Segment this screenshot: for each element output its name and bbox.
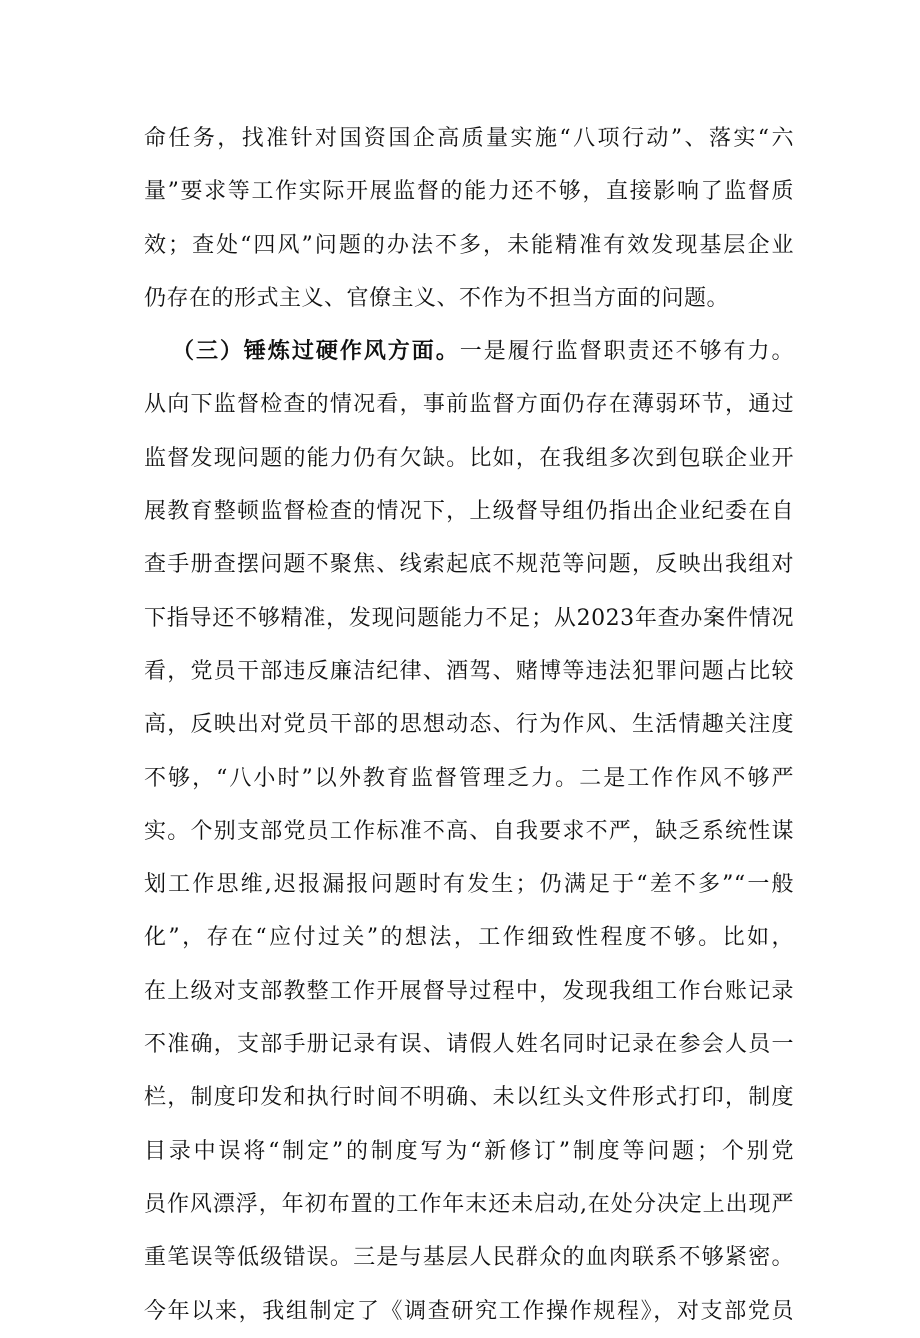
section-first-line-text: 一是履行监督职责还不够有力。 — [459, 339, 794, 365]
paragraph-line: 不够，“八小时”以外教育监督管理乏力。二是工作作风不够严 — [144, 765, 794, 791]
paragraph-line: 下指导还不够精准，发现问题能力不足；从2023年查办案件情况 — [144, 605, 794, 631]
paragraph-line: 实。个别支部党员工作标准不高、自我要求不严，缺乏系统性谋 — [144, 818, 794, 844]
paragraph-line: 化”，存在“应付过关”的想法，工作细致性程度不够。比如， — [144, 925, 794, 951]
paragraph-line: 员作风漂浮，年初布置的工作年末还未启动,在处分决定上出现严 — [144, 1191, 794, 1217]
paragraph-line: 重笔误等低级错误。三是与基层人民群众的血肉联系不够紧密。 — [144, 1245, 794, 1271]
paragraph-line: 高，反映出对党员干部的思想动态、行为作风、生活情趣关注度 — [144, 712, 794, 738]
section-first-line — [144, 325, 794, 378]
paragraph-line: 看，党员干部违反廉洁纪律、酒驾、赌博等违法犯罪问题占比较 — [144, 658, 794, 684]
paragraph-line: 栏，制度印发和执行时间不明确、未以红头文件形式打印，制度 — [144, 1085, 794, 1111]
paragraph-line: 划工作思维,迟报漏报问题时有发生；仍满足于“差不多”“一般 — [144, 872, 794, 898]
paragraph-line: 展教育整顿监督检查的情况下，上级督导组仍指出企业纪委在自 — [144, 499, 794, 525]
paragraph-line: 效；查处“四风”问题的办法不多，未能精准有效发现基层企业 — [144, 232, 794, 258]
paragraph-line: 从向下监督检查的情况看，事前监督方面仍存在薄弱环节，通过 — [144, 392, 794, 418]
section-heading: （三）锤炼过硬作风方面。 — [172, 338, 460, 365]
paragraph-line: 不准确，支部手册记录有误、请假人姓名同时记录在参会人员一 — [144, 1032, 794, 1058]
paragraph-line: 在上级对支部教整工作开展督导过程中，发现我组工作台账记录 — [144, 978, 794, 1004]
paragraph-line: 查手册查摆问题不聚焦、线索起底不规范等问题，反映出我组对 — [144, 552, 794, 578]
paragraph-line: 监督发现问题的能力仍有欠缺。比如，在我组多次到包联企业开 — [144, 445, 794, 471]
paragraph-line: 量”要求等工作实际开展监督的能力还不够，直接影响了监督质 — [144, 179, 794, 205]
body-text — [144, 112, 794, 1338]
paragraph-line: 命任务，找准针对国资国企高质量实施“八项行动”、落实“六 — [144, 126, 794, 151]
paragraph-line: 仍存在的形式主义、官僚主义、不作为不担当方面的问题。 — [144, 285, 730, 311]
paragraph-line: 今年以来，我组制定了《调查研究工作操作规程》，对支部党员 — [144, 1298, 794, 1324]
paragraph-line: 目录中误将“制定”的制度写为“新修订”制度等问题；个别党 — [144, 1138, 794, 1164]
